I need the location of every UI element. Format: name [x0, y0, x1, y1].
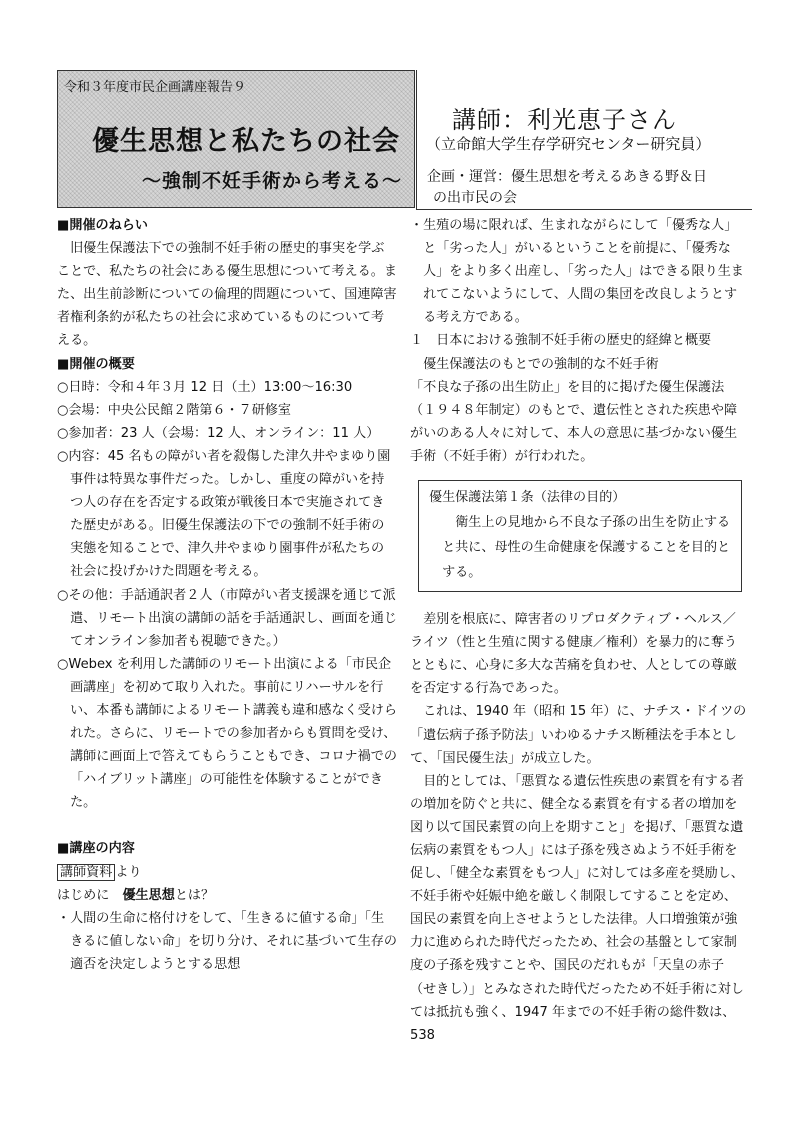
aim-heading: ■開催のねらい: [57, 218, 148, 233]
paragraph-1: 差別を根底に、障害者のリプロダクティブ・ヘルス／ライツ（性と生殖に関する健康／権利）を暴力的に奪うとともに、心身に多大な苦痛を負わせ、人としての尊厳を否定する行為であった。: [410, 612, 737, 697]
organizer-line-2: の出市民の会: [433, 190, 517, 206]
paragraph-2: これは、1940 年（昭和 15 年）に、ナチス・ドイツの「遺伝病子孫予防法」いわゆるナチス断種法を手本として、「国民優生法」が成立した。: [410, 704, 747, 766]
law-quote-box: [418, 480, 742, 592]
paragraph-3: 目的としては、「悪質なる遺伝性疾患の素質を有する者の増加を防ぐと共に、健全なる素質を有する者の増加を図り以て国民素質の向上を期すこと」を掲げ、「悪質な遺伝病の素質をもつ人」には子孫を残さぬよう不妊手術を促し、「健全な素質をもつ人」に対しては多産を奨励し、不妊手術や妊娠中絶を厳しく制限してすることを定め、国民の素質を向上させようとした法律。人口増強策が強力に進められた時代だったため、社会の基盤として家制度の子孫を残すことや、国民のだれもが「天皇の赤子（せきし）」とみなされた時代だったため不妊手術に対しては抵抗も強く、1947 年までの不妊手術の総件数は、538: [410, 773, 744, 1043]
overview-content: ○内容：45 名もの障がい者を殺傷した津久井やまゆり園事件は特異な事件だった。しかし、重度の障がいを持つ人の存在を否定する政策が戦後日本で実施されてきた歴史がある。旧優生保護法の下での強制不妊手術の実態を知ることで、津久井やまゆり園事件が私たちの社会に投げかけた問題を考える。: [57, 448, 391, 580]
intro-term: 優生思想: [122, 887, 175, 903]
intro-suffix: とは？: [174, 887, 215, 903]
section1-text: 「不良な子孫の出生防止」を目的に掲げた優生保護法（１９４８年制定）のもとで、遺伝性とされた疾患や障がいのある人々に対して、本人の意思に基づかない優生手術（不妊手術）が行われた。: [410, 379, 738, 464]
section1-subheading: 優生保護法のもとでの強制的な不妊手術: [423, 356, 659, 372]
law-text: 衛生上の見地から不良な子孫の出生を防止すると共に、母性の生命健康を保護することを目的とする。: [442, 515, 731, 581]
intro-prefix: はじめに: [57, 887, 123, 903]
intro-line: [57, 884, 397, 907]
lecture-heading: ■講座の内容: [57, 841, 135, 857]
spacer: [57, 814, 397, 837]
overview-other: ○その他：手話通訳者２人（市障がい者支援課を通じて派遣、リモート出演の講師の話を手話通訳し、画面を通じてオンライン参加者も視聴できた。）: [57, 587, 397, 649]
materials-label: 講師資料: [57, 864, 115, 881]
report-label: 令和３年度市民企画講座報告９: [64, 80, 247, 95]
overview-participants: ○参加者：23 人（会場：12 人、オンライン：11 人）: [57, 425, 380, 441]
left-column: [57, 214, 397, 976]
overview-webex: ○Webex を利用した講師のリモート出演による「市民企画講座」を初めて取り入れた。事前にリハーサルを行い、本番も講師によるリモート講義も違和感なく受けられた。さらに、リモートでの参加者からも質問を受け、講師に画面上で答えてもらうこともでき、コロナ禍での「ハイブリット講座」の可能性を体験することができた。: [57, 656, 397, 811]
eugenics-bullet-2: ・生殖の場に限れば、生まれながらにして「優秀な人」と「劣った人」がいるということを前提に、「優秀な人」をより多く出産し、「劣った人」はできる限り生まれてこないようにして、人間の集団を改良しようとする考え方である。: [410, 218, 744, 326]
page-subtitle: ～強制不妊手術から考える～: [142, 170, 403, 192]
overview-venue: ○会場：中央公民館２階第６・７研修室: [57, 402, 292, 418]
organizer-line-1: 企画・運営：優生思想を考えるあきる野＆日: [427, 169, 707, 185]
overview-date: ○日時：令和４年３月 12 日（土）13:00～16:30: [57, 379, 353, 395]
page-title: 優生思想と私たちの社会: [92, 126, 400, 157]
lecturer-name: 講師：利光恵子さん: [452, 106, 677, 134]
organizer-box: [416, 166, 752, 210]
right-column: [410, 214, 748, 1047]
lecturer-affiliation: （立命館大学生存学研究センター研究員）: [426, 135, 711, 153]
section1-heading: １ 日本における強制不妊手術の歴史的経緯と概要: [410, 333, 712, 349]
aim-text: 旧優生保護法下での強制不妊手術の歴史的事実を学ぶことで、私たちの社会にある優生思想について考える。また、出生前診断についての倫理的問題について、国連障害者権利条約が私たちの社会に求めているものについて考える。: [57, 241, 397, 349]
materials-suffix: より: [115, 864, 142, 880]
title-banner: [57, 70, 415, 208]
eugenics-bullet-1: ・人間の生命に格付けをして、「生きるに値する命」「生きるに値しない命」を切り分け、それに基づいて生存の適否を決定しようとする思想: [57, 910, 397, 972]
law-title: 優生保護法第１条（法律の目的）: [429, 490, 626, 506]
materials-line: [57, 861, 397, 884]
overview-heading: ■開催の概要: [57, 356, 135, 372]
